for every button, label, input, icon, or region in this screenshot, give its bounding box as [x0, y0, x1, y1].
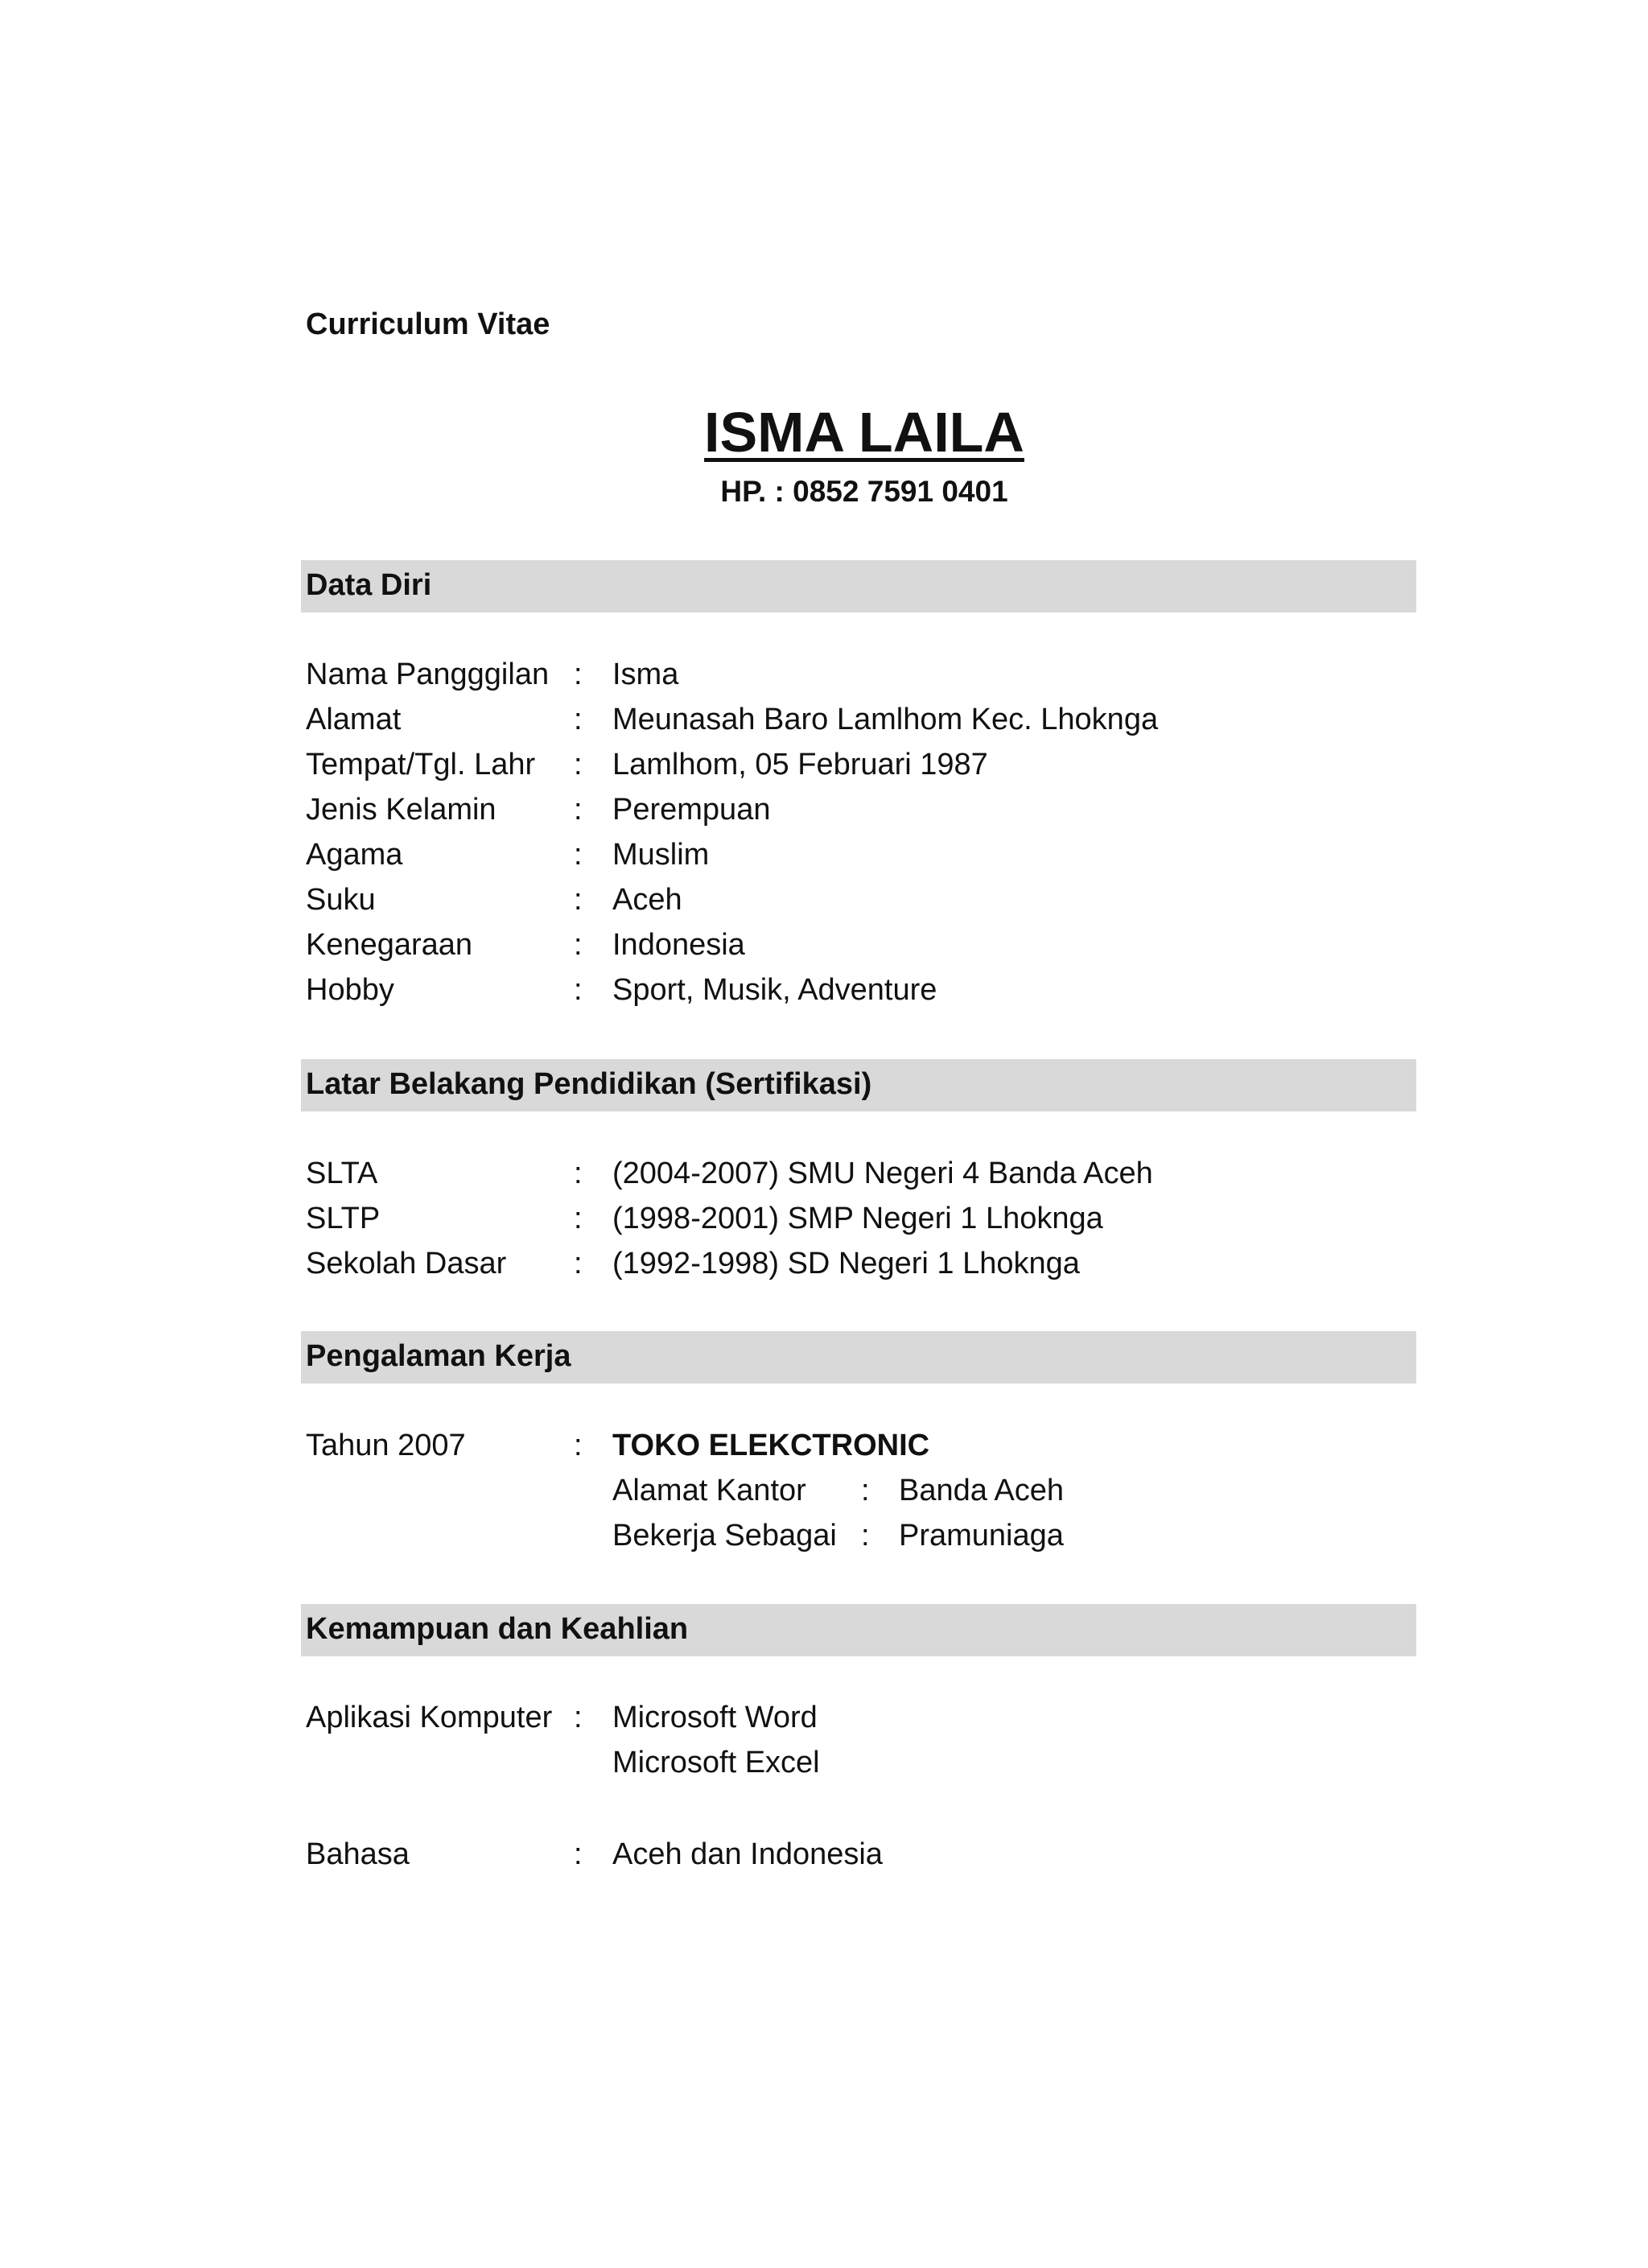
row-value: Indonesia: [612, 928, 745, 962]
row-colon: :: [574, 703, 583, 736]
row-label: Tahun 2007: [306, 1429, 466, 1462]
document-title: Curriculum Vitae: [306, 307, 550, 341]
row-label: Alamat: [306, 703, 402, 736]
section-header-kemampuan: [301, 1604, 1416, 1656]
row-value: Lamlhom, 05 Februari 1987: [612, 748, 988, 781]
row-value: Microsoft Word: [612, 1701, 818, 1734]
row-value: Sport, Musik, Adventure: [612, 973, 937, 1007]
row-colon: :: [574, 838, 583, 872]
row-colon: :: [574, 793, 583, 827]
row-value: Aceh dan Indonesia: [612, 1837, 883, 1871]
row-label: Nama Pangggilan: [306, 658, 550, 691]
detail-value: Banda Aceh: [899, 1474, 1064, 1507]
row-colon: :: [574, 1429, 583, 1462]
row-label: Hobby: [306, 973, 394, 1007]
section-heading: Pengalaman Kerja: [306, 1339, 571, 1373]
row-colon: :: [574, 883, 583, 917]
row-label: Sekolah Dasar: [306, 1247, 507, 1280]
company-name: TOKO ELEKCTRONIC: [612, 1429, 930, 1462]
row-label: Bahasa: [306, 1837, 410, 1871]
detail-label: Bekerja Sebagai: [612, 1519, 837, 1553]
section-header-pengalaman: [301, 1331, 1416, 1383]
row-label: Suku: [306, 883, 376, 917]
row-colon: :: [574, 748, 583, 781]
skill-value-excel: Microsoft Excel: [612, 1746, 820, 1779]
row-label: Tempat/Tgl. Lahr: [306, 748, 536, 781]
detail-colon: :: [861, 1519, 870, 1553]
row-value: Muslim: [612, 838, 710, 872]
section-heading: Latar Belakang Pendidikan (Sertifikasi): [306, 1067, 872, 1101]
row-colon: :: [574, 928, 583, 962]
detail-label: Alamat Kantor: [612, 1474, 806, 1507]
row-colon: :: [574, 1701, 583, 1734]
person-name: ISMA LAILA: [704, 401, 1024, 464]
row-label: Kenegaraan: [306, 928, 473, 962]
row-value: (1992-1998) SD Negeri 1 Lhoknga: [612, 1247, 1080, 1280]
row-label: SLTP: [306, 1202, 381, 1235]
row-value: Perempuan: [612, 793, 771, 827]
row-value: Meunasah Baro Lamlhom Kec. Lhoknga: [612, 703, 1159, 736]
row-value: Aceh: [612, 883, 682, 917]
section-header-pendidikan: [301, 1059, 1416, 1111]
phone-number: HP. : 0852 7591 0401: [720, 475, 1008, 508]
row-value: Isma: [612, 658, 679, 691]
row-colon: :: [574, 973, 583, 1007]
row-colon: :: [574, 1247, 583, 1280]
detail-value: Pramuniaga: [899, 1519, 1064, 1553]
row-label: Jenis Kelamin: [306, 793, 496, 827]
row-label: Agama: [306, 838, 403, 872]
row-value: (2004-2007) SMU Negeri 4 Banda Aceh: [612, 1157, 1153, 1190]
section-heading: Data Diri: [306, 568, 432, 602]
row-colon: :: [574, 658, 583, 691]
row-label: Aplikasi Komputer: [306, 1701, 553, 1734]
row-label: SLTA: [306, 1157, 378, 1190]
row-colon: :: [574, 1202, 583, 1235]
detail-colon: :: [861, 1474, 870, 1507]
section-heading: Kemampuan dan Keahlian: [306, 1612, 689, 1646]
section-header-data-diri: [301, 560, 1416, 612]
row-value: (1998-2001) SMP Negeri 1 Lhoknga: [612, 1202, 1103, 1235]
row-colon: :: [574, 1157, 583, 1190]
row-colon: :: [574, 1837, 583, 1871]
